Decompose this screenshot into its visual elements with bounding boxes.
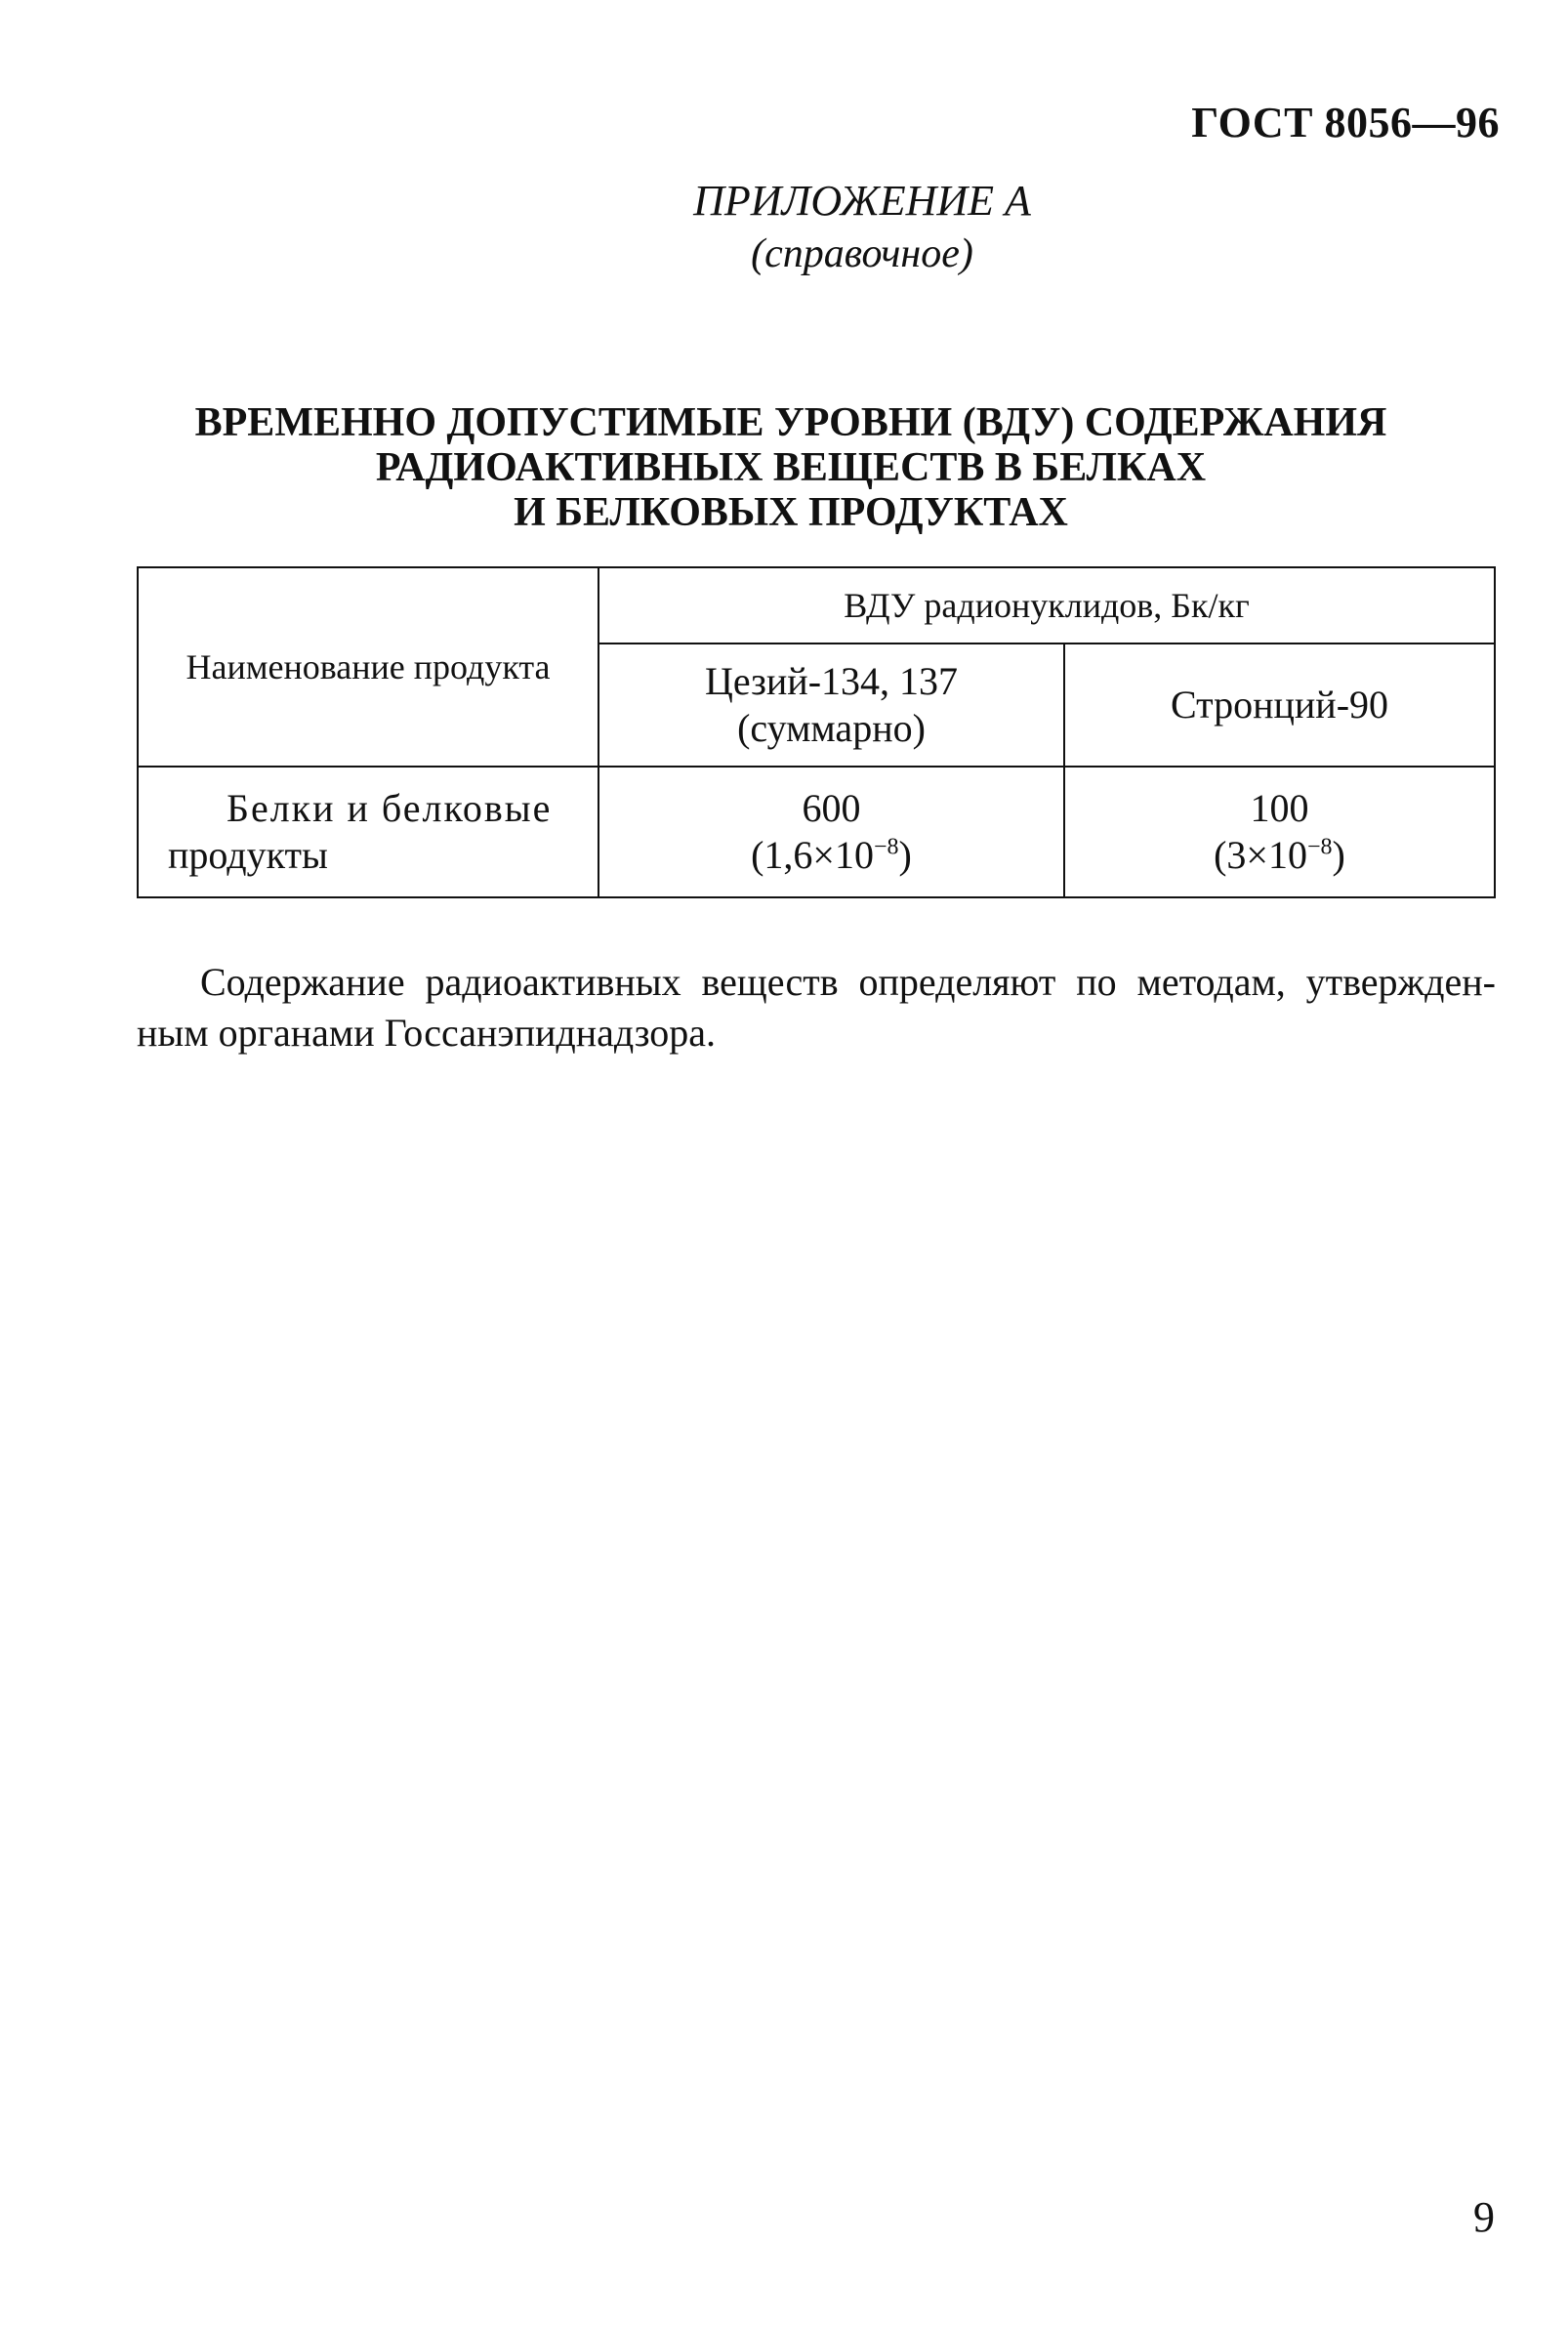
header-cesium-line-2: (суммарно) [737, 706, 926, 750]
row-product-name-line-2: продукты [168, 833, 328, 877]
section-title-line-1: ВРЕМЕННО ДОПУСТИМЫЕ УРОВНИ (ВДУ) СОДЕРЖАНИЯ [194, 400, 1387, 445]
row-cesium-note-prefix: (1,6×10 [751, 833, 874, 877]
appendix-title: ПРИЛОЖЕНИЕ А [693, 177, 1031, 225]
page-number: 9 [1473, 2193, 1495, 2241]
header-product-name: Наименование продукта [138, 567, 598, 767]
row-cesium-note [599, 832, 1063, 879]
row-cesium-value: 600 [802, 786, 861, 830]
body-paragraph [137, 957, 1496, 1059]
row-product-name [138, 767, 598, 897]
body-paragraph-line-1: Содержание радиоактивных веществ определяют по методам, утвержден- [200, 960, 1496, 1004]
header-cesium-line-1: Цезий-134, 137 [704, 659, 959, 703]
appendix-subtitle: (справочное) [751, 231, 973, 276]
row-product-name-line-1: Белки и белковые [227, 786, 553, 830]
body-paragraph-line-2: ным органами Госсанэпиднадзора. [137, 1011, 717, 1055]
row-strontium-note-exponent: −8 [1307, 834, 1333, 860]
header-vdu-radionuclides: ВДУ радионуклидов, Бк/кг [598, 567, 1495, 644]
row-cesium-note-suffix: ) [898, 833, 912, 877]
row-cesium-cell [598, 767, 1064, 897]
header-cesium [598, 644, 1064, 767]
limits-table [137, 566, 1496, 898]
row-strontium-cell [1064, 767, 1495, 897]
row-strontium-note [1065, 832, 1494, 879]
section-title-line-2: РАДИОАКТИВНЫХ ВЕЩЕСТВ В БЕЛКАХ [375, 445, 1207, 490]
section-title [137, 400, 1445, 535]
header-strontium: Стронций-90 [1064, 644, 1495, 767]
row-strontium-note-suffix: ) [1332, 833, 1345, 877]
table-row [138, 767, 1495, 897]
section-title-line-3: И БЕЛКОВЫХ ПРОДУКТАХ [514, 490, 1068, 535]
row-strontium-value: 100 [1250, 786, 1309, 830]
row-strontium-note-prefix: (3×10 [1214, 833, 1307, 877]
document-code: ГОСТ 8056—96 [1191, 99, 1500, 146]
row-cesium-note-exponent: −8 [874, 834, 899, 860]
